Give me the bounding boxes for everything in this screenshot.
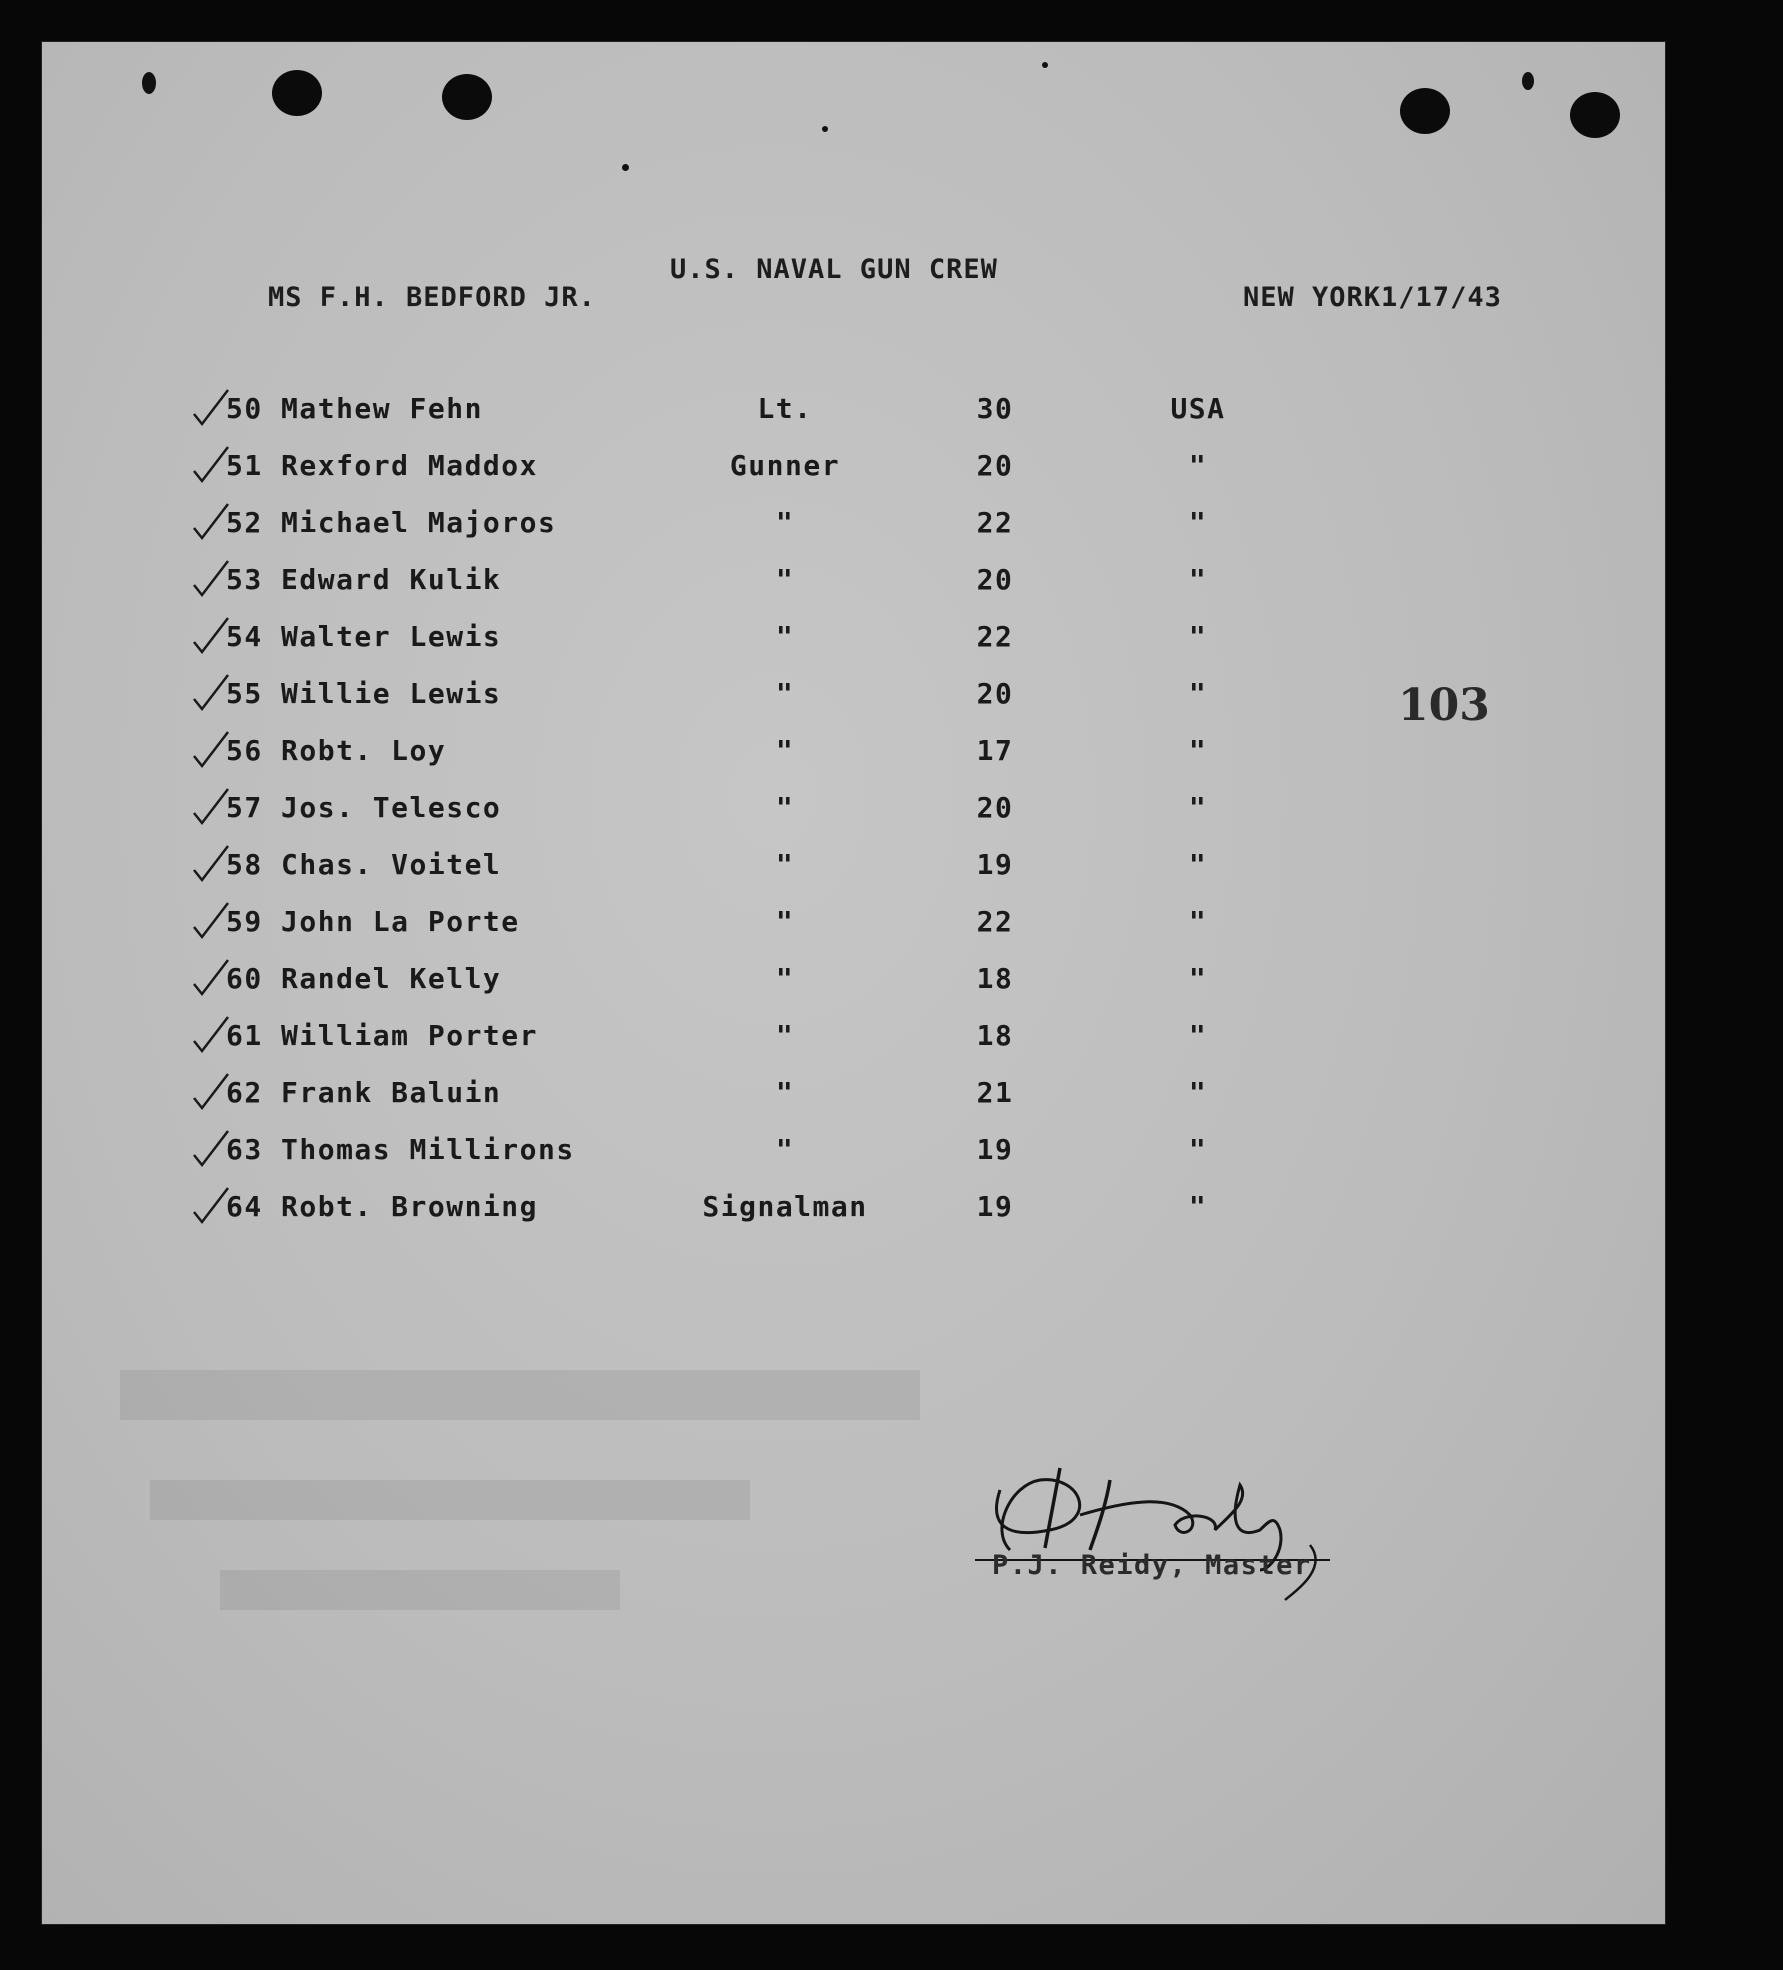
crew-nationality: " — [1188, 791, 1208, 824]
crew-name: Chas. Voitel — [281, 848, 502, 881]
crew-number: 56 — [226, 734, 263, 767]
crew-nationality: " — [1188, 506, 1208, 539]
paper-speck — [142, 72, 156, 94]
crew-number: 60 — [226, 962, 263, 995]
crew-number: 62 — [226, 1076, 263, 1109]
crew-rank: " — [775, 905, 795, 938]
page-number: 103 — [1398, 680, 1490, 731]
crew-row — [0, 848, 1500, 888]
paper-speck — [1042, 62, 1048, 68]
crew-age: 20 — [976, 791, 1014, 824]
crew-rank: " — [775, 677, 795, 710]
crew-name: Thomas Millirons — [281, 1133, 575, 1166]
crew-number: 50 — [226, 392, 263, 425]
crew-name: Robt. Loy — [281, 734, 447, 767]
crew-number: 53 — [226, 563, 263, 596]
crew-rank: " — [775, 1019, 795, 1052]
crew-nationality: " — [1188, 905, 1208, 938]
crew-row — [0, 962, 1500, 1002]
crew-nationality: " — [1188, 677, 1208, 710]
crew-number: 57 — [226, 791, 263, 824]
crew-number: 55 — [226, 677, 263, 710]
crew-number: 54 — [226, 620, 263, 653]
crew-age: 18 — [976, 962, 1014, 995]
bleed-through-stamp — [120, 1370, 920, 1670]
crew-nationality: USA — [1170, 392, 1226, 425]
crew-age: 20 — [976, 449, 1014, 482]
crew-nationality: " — [1188, 1019, 1208, 1052]
crew-row — [0, 620, 1500, 660]
crew-age: 22 — [976, 620, 1014, 653]
crew-row — [0, 1076, 1500, 1116]
crew-row — [0, 506, 1500, 546]
crew-name: Rexford Maddox — [281, 449, 539, 482]
crew-nationality: " — [1188, 563, 1208, 596]
crew-name: Walter Lewis — [281, 620, 502, 653]
crew-nationality: " — [1188, 620, 1208, 653]
crew-name: Willie Lewis — [281, 677, 502, 710]
crew-nationality: " — [1188, 962, 1208, 995]
crew-name: Edward Kulik — [281, 563, 502, 596]
crew-name: Frank Baluin — [281, 1076, 502, 1109]
crew-rank: " — [775, 563, 795, 596]
crew-row — [0, 449, 1500, 489]
crew-row — [0, 563, 1500, 603]
crew-name: Jos. Telesco — [281, 791, 502, 824]
crew-number: 51 — [226, 449, 263, 482]
crew-row — [0, 905, 1500, 945]
crew-age: 22 — [976, 905, 1014, 938]
signature-block — [930, 1420, 1350, 1620]
crew-rank: Gunner — [729, 449, 841, 482]
punch-hole — [1400, 88, 1450, 134]
crew-row — [0, 791, 1500, 831]
crew-nationality: " — [1188, 848, 1208, 881]
crew-age: 17 — [976, 734, 1014, 767]
crew-row — [0, 677, 1500, 717]
crew-rank: " — [775, 734, 795, 767]
crew-number: 61 — [226, 1019, 263, 1052]
crew-nationality: " — [1188, 1133, 1208, 1166]
crew-age: 21 — [976, 1076, 1014, 1109]
paper-speck — [622, 164, 629, 171]
crew-rank: " — [775, 506, 795, 539]
crew-row — [0, 392, 1500, 432]
crew-age: 19 — [976, 1190, 1014, 1223]
crew-age: 18 — [976, 1019, 1014, 1052]
vessel-name: MS F.H. BEDFORD JR. — [268, 282, 596, 313]
crew-age: 19 — [976, 848, 1014, 881]
crew-name: Robt. Browning — [281, 1190, 539, 1223]
crew-name: Randel Kelly — [281, 962, 502, 995]
crew-number: 63 — [226, 1133, 263, 1166]
crew-rank: " — [775, 791, 795, 824]
crew-row — [0, 1133, 1500, 1173]
crew-number: 64 — [226, 1190, 263, 1223]
crew-name: Mathew Fehn — [281, 392, 483, 425]
crew-row — [0, 1190, 1500, 1230]
crew-age: 20 — [976, 563, 1014, 596]
crew-rank: " — [775, 848, 795, 881]
crew-number: 58 — [226, 848, 263, 881]
crew-rank: Signalman — [702, 1190, 868, 1223]
paper-speck — [822, 126, 828, 132]
crew-number: 52 — [226, 506, 263, 539]
document-title: U.S. NAVAL GUN CREW — [670, 254, 998, 285]
crew-age: 30 — [976, 392, 1014, 425]
crew-rank: " — [775, 620, 795, 653]
crew-name: William Porter — [281, 1019, 539, 1052]
crew-rank: Lt. — [757, 392, 813, 425]
punch-hole — [442, 74, 492, 120]
crew-rank: " — [775, 962, 795, 995]
crew-name: Michael Majoros — [281, 506, 557, 539]
crew-nationality: " — [1188, 734, 1208, 767]
crew-age: 22 — [976, 506, 1014, 539]
crew-age: 19 — [976, 1133, 1014, 1166]
crew-nationality: " — [1188, 1190, 1208, 1223]
punch-hole — [272, 70, 322, 116]
crew-nationality: " — [1188, 1076, 1208, 1109]
crew-nationality: " — [1188, 449, 1208, 482]
signature-caption: P.J. Reidy, Master — [992, 1550, 1312, 1581]
port-and-date: NEW YORK1/17/43 — [1243, 282, 1502, 313]
crew-row — [0, 1019, 1500, 1059]
crew-rank: " — [775, 1133, 795, 1166]
handwritten-signature — [930, 1420, 1350, 1620]
crew-row — [0, 734, 1500, 774]
punch-hole — [1570, 92, 1620, 138]
crew-age: 20 — [976, 677, 1014, 710]
crew-number: 59 — [226, 905, 263, 938]
paper-speck — [1522, 72, 1534, 90]
crew-name: John La Porte — [281, 905, 520, 938]
crew-rank: " — [775, 1076, 795, 1109]
